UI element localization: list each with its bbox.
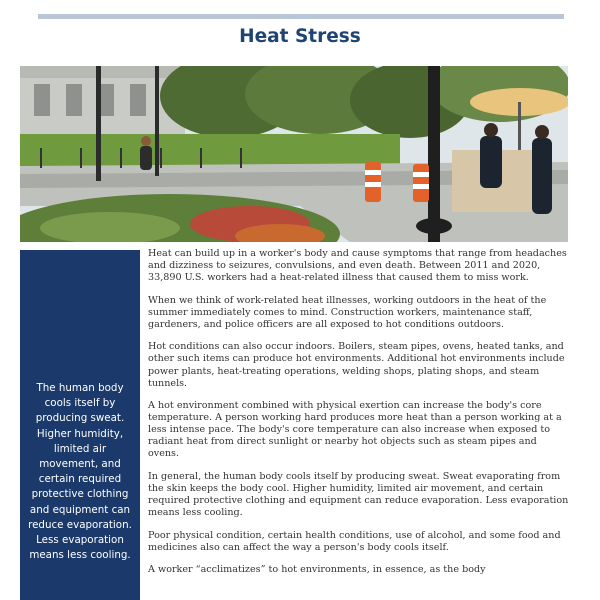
- photo-illustration: [20, 66, 568, 242]
- body-paragraph: Heat can build up in a worker's body and cause symptoms that range from headaches and dizziness to seizures, convulsions, and even death. Between 2011 and 2020, 33,890 U.S. workers had a heat-related illness that caused them to miss work.: [148, 248, 567, 284]
- sidebar-callout: [20, 250, 140, 600]
- street-scene-photo: [20, 66, 568, 242]
- page-title: Heat Stress: [239, 26, 361, 47]
- cut-off-heading: [0, 0, 600, 10]
- body-paragraph: Poor physical condition, certain health conditions, use of alcohol, and some food and medicines also can affect the way a person's body cools itself.: [148, 529, 561, 553]
- body-paragraph: When we think of work-related heat illnesses, working outdoors in the heat of the summer immediately comes to mind. Construction workers, maintenance staff, gardeners, and police officers are all exposed to hot conditions outdoors.: [148, 294, 547, 330]
- body-paragraph: A hot environment combined with physical exertion can increase the body's core temperature. A person working hard produces more heat than a person working at a less intense pace. The body's core temperature can also increase when exposed to radiant heat from direct sunlight or nearby hot objects such as steam pipes and ovens.: [148, 400, 562, 460]
- body-paragraph: A worker “acclimatizes” to hot environments, in essence, as the body: [148, 564, 486, 576]
- body-paragraph: In general, the human body cools itself by producing sweat. Sweat evaporating from the skin keeps the body cool. Higher humidity, limited air movement, and certain required protective clothing and equipment can reduce evaporation. Less evaporation means less cooling.: [148, 470, 569, 519]
- article-body: [148, 248, 570, 587]
- sidebar-callout-text: The human body cools itself by producing sweat. Higher humidity, limited air movement, and certain required protective clothing and equipment can reduce evaporation. Less evaporation means less cooling.: [28, 382, 132, 562]
- body-paragraph: Hot conditions can also occur indoors. Boilers, steam pipes, ovens, heated tanks, and other such items can produce hot environments. Additional hot environments include power plants, heat-treating operations, welding shops, plating shops, and steam tunnels.: [148, 341, 565, 389]
- header-rule: [38, 14, 564, 19]
